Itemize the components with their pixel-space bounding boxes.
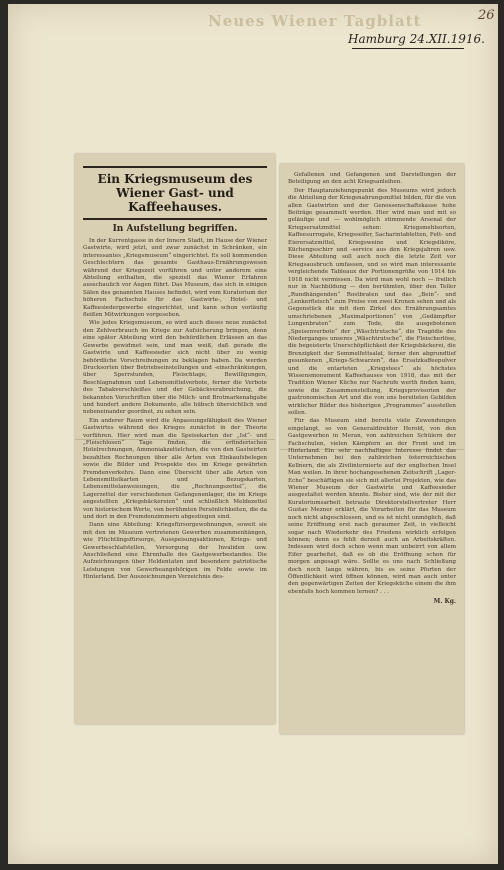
- right-paragraph: Für das Museum sind bereits viele Zuwendungen eingelangt, so von Generaldirektor Herold, von den Gastgewerben in Meran, von zahlreichen Schülern der Fachschulen, vielen Kämpfern an der Front und im Hinterland. Ein sehr nachhaltiges Interesse findet das Unternehmen bei den zahlreichen österreichischen Kellnern, die als Zivilinternierte auf der englischen Insel Man weilen. In ihrer hochangesehenen Zeitschrift „Lager-Echo“ beschäftigen sie sich mit allerlei Projekten, wie das Wiener Museum der Gastwirte und Kaffeesieder ausgestaltet werden könnte. Bisher sind, wie der mit der Kuratoriumsarbeit betraute Direktorstellvertreter Herr Gustav Mezner erklärt, die Vorarbeiten für das Museum noch nicht abgeschlossen, und es ist nicht unmöglich, daß seine Eröffnung erst nach geraumer Zeit, in vielleicht sogar nach Wiederkehr des Friedens wirklich erfolgen können; denn es fehlt derzeit auch an Arbeitskräften. Indessen wird doch schon wenn man unbeirrt von allem Eifer gearbeitet, daß es ob die Eröffnung schon für morgen angesagt wäre. Sollte es uns nach Schließung doch noch lange währen, bis es seine Pforten der Öffentlichkeit wird öffnen können, wird man auch unter den gegenwärtigen Zeiten der Kriegsküche einem die ihm ebenfalls hoch kommen lernen? . . .: [288, 418, 456, 595]
- left-paragraph: Wie jedes Kriegsmuseum, so wird auch dieses neue zunächst den Zehlverbrauch im Kriege zur Aufsicherung bringen, denn eine später Abteilung wird den behördlichen Erlässen an das Gewerbe gewidmet sein, und man weiß, daß gerade die Gastwirte und Kaffeesieder sich nicht über zu wenig behördliche Vorschreibungen zu beklagen haben. Da werden Drucksorten über Betriebseinstellungen und -einschränkungen, über Sperrstunden, Fleischtage, Bewilligungen, Beschlagnahmen und Lebensmittelverbote, ferner die Verbote des Tabakverschleißes und der Gebäckverabreichung, die bekannten Vorschriften über die Milch- und Brotmarkenabgabe und hundert andere Dokumente, alle hübsch übersichtlich und nebeneinander geordnet, zu sehen sein.: [83, 320, 267, 416]
- left-body: [83, 238, 267, 582]
- clipping-right-column: [280, 164, 464, 734]
- right-body: [288, 172, 456, 596]
- article-subheadline: In Aufstellung begriffen.: [112, 224, 238, 234]
- right-paragraph: Gefallenen und Gefangenen und Darstellungen der Beteiligung an den acht Kriegsanleihen.: [288, 172, 456, 186]
- newspaper-masthead: Neues Wiener Tagblatt: [208, 12, 422, 30]
- article-headline: Ein Kriegsmuseum des Wiener Gast- und Kaffeehauses.: [83, 166, 267, 220]
- left-paragraph: Ein anderer Raum wird die Anpassungsfähigkeit des Wiener Gastwirtes während des Krieges zunächst in der Theorie vorführen. Hier wird man die Speisekarten der „Ist“- und „Fleischlosen“ Tage finden, die erfinderischen Hotelrechnungen, Ammoniakzettelchen, die von den Gastwirten bezahlten Rechnungen über alle Arten von Einkaufsbelegen sowie die Bilder und Prospekte des im Kriege gewährten Fremdenverkehrs. Dann eine Übersicht über alle Arten von Lebensmittelkarten und Bezugskarten, Lebensmittelanweisungen, die „Rechnungszettel“, die Lagerzettel der verschiedenen Gefangenenlager, die im Kriege angestellten „Kriegsbäckereien“ und schließlich Meldezettel von historischem Werte, von berühmten Persönlichkeiten, die da und dort in den Fremdenzimmern abgestiegen sind.: [83, 417, 267, 521]
- handwritten-underline: [352, 48, 464, 49]
- archive-sheet: [8, 4, 498, 864]
- paper-fold-line: [280, 449, 464, 450]
- page-number: 26: [478, 8, 495, 23]
- handwritten-note: Hamburg 24.XII.1916.: [348, 32, 485, 46]
- clipping-left-column: [75, 154, 275, 724]
- left-paragraph: Dann eine Abteilung: Kriegsfürsorgewohnungen, soweit sie mit den im Museum vertretenen Gewerben zusammenhängen, wie Flüchtlingsfürsorge, Ausspeisungsaktionen, Kriegs- und Gewerbeschlafstellen, Versorgung der Invaliden usw. Anschließend eine Ehrenhalle des Gastgewerbestandes. Die Aufzeichnungen über Heldentaten und besondere patriotische Leistungen von Gewerbeangehörigen im Felde sowie im Hinterland. Der Auszeichnungen Verzeichnis des-: [83, 522, 267, 581]
- right-paragraph: Der Hauptanziehungspunkt des Museums wird jedoch die Abteilung der Kriegsnahrungsmittel bilden, für die von allen Gastwirten und der Genossenschaftskasse hohe Beiträge gesammelt werden. Hier wird man und mit so geläufige und — wohlmöglich stimmende Arsenal der Kriegsersatzmittel sehen: Kriegsmehlsorten, Kaffeesurrogate, Kriegsseifer, Sacharintabletten, Fett- und Eierersatzmittel, Kriegsweine und Kriegsliköre, Küchengeschirr und -service aus den Kriegsjahren usw. Diese Abteilung soll auch noch die letzte Zeit vor Kriegsausbruch umfassen, und so wird man interessante vergleichende Tableaux der Portionengröße von 1914 bis 1918 nicht vermissen. Da wird man wohl noch — freilich nur in Nachbildung — den berühmten, über den Teller „Rundhängenden“ Rostbraten und das „Bein“- und „Lenkerfleisch“ zum Preise von zwei Kronen sehen und als Gegenstück die mit dem Zirkel des Ernährungsamtes umschriebenen „Maximalportionen“ von „Gedämpfter Lungenbraten“ zum Tode, die ausgebotenen „Speisenverbote“ der „Wäschtrutsche“, die Tragödie des Niederganges unseres „Wäschtrutsche“, die Fleischerlöse, die begeisterte Unerschöpflichkeit der Kriegsbäckerei, die Brenzigkeit der Semmelfettsalat, ferner den abgrundtief gesunkenen „Kriegs-Schwarzen“, das Ersatzkaffeepulver und die entarteten „Kriegstees“ als höchstes Wissensmonument Kaffeehauses von 1918, das mit der Tradition Wiener Küche nur Nachrufe werth finden kann, sowie die Zusammenstellung, Kriegsprovisorien der gastronomischen Art und die von uns bereiteten Gebilden wirklicher Bilder des bisherigen „Programmes“ ausstellen sollen.: [288, 187, 456, 416]
- left-paragraph: In der Kurrentgasse in der Innern Stadt, im Hause der Wiener Gastwirte, wird jetzt, und zwar zunächst in Schränken, ein interessantes „Kriegsmuseum“ eingerichtet. Es soll kommenden Geschlechtern das gesamte Gasthaus-Ernährungswesen während der Kriegszeit vorführen und unter anderem eine Abteilung enthalten, die speziell das Wiener Erfahren ausschaulich vor Augen führt. Das Museum, das sich in einigen Sälen des genannten Hauses befindet, wird vom Kuratorium der höheren Fachschule für das Gastwirte-, Hotel- und Kaffeesiedergewerbe eingerichtet, und kann schon vorläufig fleißen Mitwirkungen vorgesehen.: [83, 238, 267, 319]
- author-signature: M. Kg.: [433, 598, 456, 606]
- paper-fold-line: [75, 439, 275, 440]
